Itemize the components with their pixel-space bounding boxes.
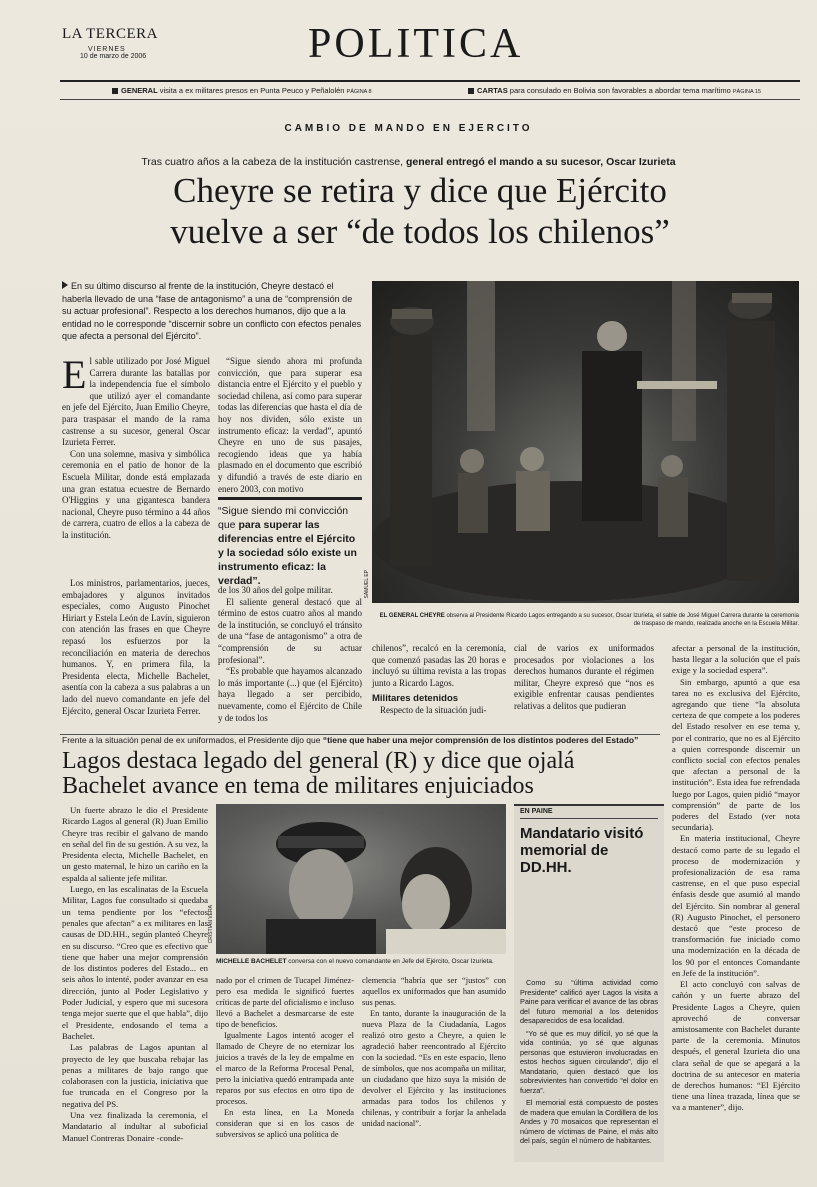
masthead-left (62, 26, 158, 60)
story-subtitle (0, 156, 817, 168)
sidebar-box-body (514, 976, 664, 1162)
box-text (520, 978, 658, 1146)
paragraph: nado por el crimen de Tucapel Jiménez- pero esa medida le significó fuertes críticas de parte del oficialismo e incluso llevó a Bachelet a desmarcarse de este tipo de beneficios. (216, 976, 354, 1029)
main-column-1-continued (62, 578, 210, 717)
paragraph: En tanto, durante la inauguración de la nueva Plaza de la Ciudadanía, Lagos realizó otro gesto a Cheyre, a quien le agradeció haber reencontrado al Ejército con la sociedad. “Es en este espacio, lleno de símbolos, que nos acompaña un militar, un ciudadano que hizo suya la misión de devolver el Ejército y las instituciones armadas para todos los chilenos y chilenas, y contribuir a forjar la anhelada unidad nacional”. (362, 1009, 506, 1128)
sidebar-box (514, 804, 664, 978)
bachelet-photo-illustration (216, 804, 506, 954)
ceremony-photo-illustration (372, 281, 799, 603)
photo-credit: CRISTIÁN VERA (208, 905, 214, 944)
paragraph: Las palabras de Lagos apuntan al proyecto de ley que buscaba rebajar las penas a militares de bajo rango que colaborasen con la justicia, iniciativa que fue truncada en el Congreso por la negativa del PS. (62, 1042, 208, 1109)
pull-quote (218, 497, 362, 588)
paragraph: El memorial está compuesto de postes de madera que emulan la Cordillera de los Andes y 70 mosaicos que representan el número de víctimas de Paine, el más alto del país, según el número de habitantes. (520, 1098, 658, 1145)
caption-bold: MICHELLE BACHELET (216, 958, 287, 965)
photo-credit: SAMUEL EP (364, 570, 370, 599)
teaser-text: para consulado en Bolivia son favorables a abordar tema marítimo (509, 86, 731, 95)
main-column-2-continued (218, 585, 362, 724)
box-tag-rule (520, 818, 658, 819)
teaser-page: PÁGINA 8 (346, 89, 372, 95)
paragraph: Luego, en las escalinatas de la Escuela Militar, Lagos fue consultado si quedaba un tema pendiente por los “efectos penales que afectan” a ex militares en las causas de DD.HH., según planteó Cheyre en su discurso. “Creo que es efectivo que tiene que haber una mejor comprensión de los distintos poderes del Estado... en seis años lo intenté, poder avanzar en esa dirección, junto al Poder Legislativo y Poder Judicial, y espero que mi sucesora tenga mejor suerte que el que habla”, dijo el Presidente, endosando el tema a Bachelet. (62, 884, 208, 1041)
photo-caption (372, 612, 799, 628)
bachelet-photo (216, 804, 506, 954)
box-tag: EN PAINE (520, 808, 553, 815)
main-column-5 (672, 643, 800, 1114)
paragraph: “Yo sé que es muy difícil, yo sé que la vida continúa, yo sé que algunas personas que estuvieron involucradas en estos hechos siguen circulando”, dijo el Mandatario, quien destacó que los sobrevivientes han convertido “el dolor en fuerza”. (520, 1028, 658, 1095)
pull-quote-bold: para superar las diferencias entre el Ejército y la sociedad sólo existe un instrumento eficaz: la verdad”. (218, 519, 357, 587)
teaser-cartas (468, 86, 761, 95)
second-column-3 (362, 975, 506, 1129)
second-column-1 (62, 805, 208, 1144)
caption-text: conversa con el nuevo comandante en Jefe del Ejército, Oscar Izurieta. (288, 958, 494, 965)
story-lead (62, 280, 362, 343)
paragraph: de los 30 años del golpe militar. (218, 585, 333, 595)
teaser-label: CARTAS (477, 86, 508, 95)
triangle-bullet-icon (62, 281, 68, 289)
box-headline: Mandatario visitó memorial de DD.HH. (520, 825, 644, 876)
story-kicker: CAMBIO DE MANDO EN EJERCITO (284, 123, 533, 134)
caption-text: observa al Presidente Ricardo Lagos entregando a su sucesor, Oscar Izurieta, el sable de José Miguel Carrera durante la ceremonia de traspaso de mando, realizada anoche en la Escuela Militar. (446, 613, 799, 627)
paragraph: Los ministros, parlamentarios, jueces, embajadores y algunos invitados especiales, como Augusto Pinochet Hiriart y Estela León de Lavín, siguieron con atención las frases en que Cheyre repasó los esfuerzos por la reconciliación en materia de derechos humanos. Y, en primera fila, la Presidenta electa, Michelle Bachelet, asentía con la cabeza a sus palabras a un lado del nuevo comandante en jefe del Ejército, general Oscar Izurieta Ferrer. (62, 578, 210, 716)
section-title: POLITICA (308, 21, 524, 67)
paragraph: cial de varios ex uniformados procesados por violaciones a los derechos humanos durante el régimen militar, Cheyre expresó que “nos es exigible enfrentar causas pendientes relativas a delitos que pudieran (514, 643, 654, 711)
photo-caption (216, 958, 506, 965)
paragraph: chilenos”, recalcó en la ceremonia, que comenzó pasadas las 20 horas e incluyó su última revista a las tropas junto a Ricardo Lagos. (372, 643, 506, 688)
square-bullet-icon (468, 88, 474, 94)
caption-bold: EL GENERAL CHEYRE (379, 613, 445, 619)
second-headline (62, 749, 662, 799)
subtitle-bold: “tiene que haber una mejor comprensión de los distintos poderes del Estado” (322, 735, 639, 745)
main-column-4 (514, 643, 654, 713)
pull-quote-plain: “Sigue siendo mi convicción que (218, 505, 349, 531)
paragraph: Sin embargo, apuntó a que esa tarea no es exclusiva del Ejército, agregando que tiene “la absoluta certeza de que compete a los poderes del Estado resolver en ese tema y, por el contrario, que no es al Ejército a quien corresponde discernir un conflicto social con efectos penales que afectan a personal de la institución”. Esta idea fue refrendada luego por Lagos, quien pidió “mayor comprensión” de parte de los poderes del Estado (ver nota secundaria). (672, 676, 800, 833)
subtitle-bold: general entregó el mando a su sucesor, Oscar Izurieta (405, 156, 676, 168)
paragraph: Una vez finalizada la ceremonia, el Mandatario al indultar al suboficial Manuel Contreras Donaire -conde- (62, 1110, 208, 1143)
second-column-2 (216, 975, 354, 1140)
paragraph: Igualmente Lagos intentó acoger el llamado de Cheyre de no eternizar los juicios a través de la ley de empalme en el marco de la Reforma Procesal Penal, pero la iniciativa quedó entrampada ante reparos por sus efectos en otro tipo de procesos. (216, 1031, 354, 1106)
paragraph: El acto concluyó con salvas de cañón y un fuerte abrazo del Presidente Lagos a Cheyre, quien aprovechó de conversar amistosamente con Bachelet durante parte de la ceremonia. Minutos después, el general Izurieta dio una clara señal de que se apegará a la doctrina de su antecesor en materia de derechos humanos: “El Ejército tiene una línea trazada, línea que se va a mantener”, dijo. (672, 979, 800, 1113)
paragraph: Como su “última actividad como Presidente” calificó ayer Lagos la visita a Paine para verificar el avance de las obras del futuro memorial a los detenidos desaparecidos de esa localidad. (520, 978, 658, 1025)
paragraph: El saliente general destacó que al término de estos cuatro años al mando de la institución, se concluyó el tránsito de una “fase de antagonismo” a otra de “comprensión de su actuar profesional”. (218, 596, 362, 665)
paragraph: “Es probable que hayamos alcanzado lo más importante (...) que (el Ejército) haya llegado a ser percibido, nuevamente, como el Ejército de Chile y de todos los (218, 666, 362, 723)
main-column-1 (62, 352, 210, 542)
top-rule (60, 80, 800, 82)
main-column-2 (218, 356, 362, 495)
teaser-rule (60, 99, 800, 100)
paragraph: En materia institucional, Cheyre destacó como parte de su legado el proceso de modernización y profesionalización de esa rama castrense, en el que puso especial énfasis desde que asumió al mando del Ejército. Sin nombrar al general (R) Augusto Pinochet, el personero destacó que “este proceso de transformación fue iniciado como una modernización en la década de los 90 por el entonces Comandante en Jefe de la institución”. (672, 833, 800, 978)
main-headline (40, 170, 800, 252)
publication-name: LA TERCERA (62, 26, 158, 42)
issue-date: 10 de marzo de 2006 (80, 53, 147, 60)
ceremony-photo (372, 281, 799, 603)
headline-line-2: Bachelet avance en tema de militares enjuiciados (62, 773, 534, 799)
paragraph: l sable utilizado por José Miguel Carrera durante las batallas por la independencia fue el símbolo que utilizó ayer el comandante en jefe del Ejército, Juan Emilio Cheyre, para traspasar el mando de la rama castrense a su sucesor, general Oscar Izurieta Ferrer. (62, 356, 210, 448)
teaser-label: GENERAL (121, 86, 158, 95)
paragraph: afectar a personal de la institución, hasta llegar a la solución que el país exige y la sociedad espera”. (672, 643, 800, 676)
drop-cap: E (62, 352, 87, 397)
headline-line-1: Lagos destaca legado del general (R) y dice que ojalá (62, 748, 575, 774)
headline-line-2: vuelve a ser “de todos los chilenos” (170, 212, 670, 251)
main-column-3 (372, 643, 506, 717)
weekday: VIERNES (88, 46, 126, 53)
second-story-subtitle (62, 735, 642, 745)
teaser-text: visita a ex militares presos en Punta Peuco y Peñalolén (159, 86, 345, 95)
subtitle-plain: Frente a la situación penal de ex uniformados, el Presidente dijo que (62, 735, 321, 745)
paragraph: En esta línea, en La Moneda consideran que si en los casos de subversivos se aplicó una política de (216, 1108, 354, 1139)
paragraph: Respecto de la situación judi- (380, 704, 487, 715)
paragraph: Un fuerte abrazo le dio el Presidente Ricardo Lagos al general (R) Juan Emilio Cheyre tras recibir el galvano de mando en señal del fin de su gestión. A su vez, la Presidenta electa, Michelle Bachelet, en un gesto maternal, le hizo un cariño en la espalda al saliente jefe militar. (62, 805, 208, 883)
square-bullet-icon (112, 88, 118, 94)
lead-text: En su último discurso al frente de la institución, Cheyre destacó el haberla llevado de una “fase de antagonismo” a una de “comprensión de su actuar profesional”. Respecto a los derechos humanos, dijo que a la entidad no le corresponde “discernir sobre un conflicto con efectos penales que afecta a personal del Ejército”. (62, 281, 362, 341)
teaser-general (112, 86, 372, 95)
column-subhead: Militares detenidos (372, 693, 459, 705)
subtitle-plain: Tras cuatro años a la cabeza de la institución castrense, (141, 156, 404, 168)
paragraph: Con una solemne, masiva y simbólica ceremonia en el patio de honor de la Escuela Militar, donde está emplazada una gran estatua ecuestre de Bernardo O'Higgins y una gigantesca bandera nacional, Cheyre puso término a 44 años de carrera, cuatro de ellos a la cabeza de la institución. (62, 448, 210, 540)
paragraph: “Sigue siendo ahora mi profunda convicción, que para superar esa distancia entre el Ejército y el pueblo y sociedad chilena, así como para superar todas las diferencias que hasta el día de hoy nos dividen, sólo existe un instrumento eficaz: la verdad”, apuntó Cheyre en uno de sus pasajes, recogiendo ideas que ya había plasmado en el documento que escribió y difundió a través de este diario en enero 2003, con motivo (218, 356, 362, 494)
paragraph: clemencia “habría que ser “justos” con aquellos ex uniformados que han asumido sus penas. (362, 976, 506, 1007)
headline-line-1: Cheyre se retira y dice que Ejército (173, 171, 667, 210)
teaser-page: PÁGINA 15 (732, 89, 761, 95)
